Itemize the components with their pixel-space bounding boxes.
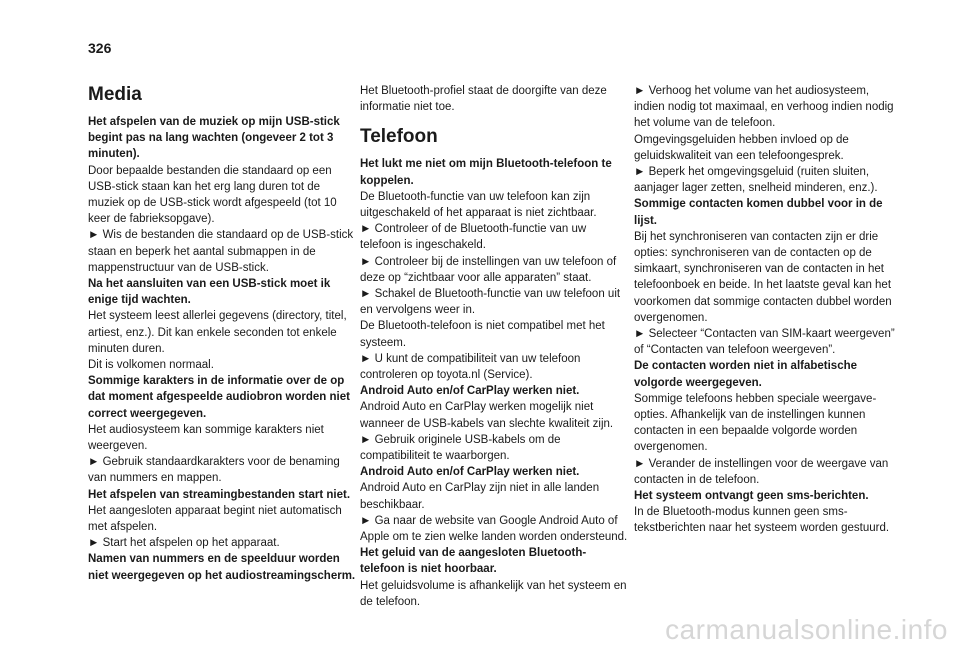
instruction-item: ► Schakel de Bluetooth-functie van uw telefoon uit en vervolgens weer in.	[360, 288, 621, 317]
instruction-item: ► Selecteer “Contacten van SIM-kaart weergeven” of “Contacten van telefoon weergeven”.	[634, 328, 895, 357]
question-heading: Namen van nummers en de speelduur worden niet weergegeven op het audiostreamingscherm.	[88, 553, 356, 582]
paragraph: Het aangesloten apparaat begint niet automatisch met afspelen.	[88, 504, 342, 534]
instruction-item: ► Start het afspelen op het apparaat.	[88, 537, 280, 550]
question-heading: Android Auto en/of CarPlay werken niet.	[360, 385, 580, 398]
instruction-item: ► Gebruik standaardkarakters voor de benaming van nummers en mappen.	[88, 456, 340, 485]
question-heading: Het geluid van de aangesloten Bluetooth-telefoon is niet hoorbaar.	[360, 547, 587, 576]
paragraph: Android Auto en CarPlay zijn niet in alle landen beschikbaar.	[360, 482, 600, 511]
instruction-item: ► Gebruik originele USB-kabels om de compatibiliteit te waarborgen.	[360, 433, 561, 463]
paragraph: De Bluetooth-functie van uw telefoon kan zijn uitgeschakeld of het apparaat is niet zichtbaar.	[360, 190, 597, 220]
question-heading: De contacten worden niet in alfabetische volgorde weergegeven.	[634, 360, 858, 389]
instruction-item: ► Controleer bij de instellingen van uw telefoon of deze op “zichtbaar voor alle apparaten” staat.	[360, 255, 617, 284]
paragraph: Door bepaalde bestanden die standaard op een USB-stick staan kan het erg lang duren tot de muziek op de USB-stick wordt afgespeeld (tot 10 keer de fabrieksopgave).	[88, 164, 337, 226]
instruction-item: ► Wis de bestanden die standaard op de USB-stick staan en beperk het aantal submappen in de mappenstructuur van de USB-stick.	[88, 229, 354, 274]
question-heading: Sommige karakters in de informatie over de op dat moment afgespeelde audiobron worden niet correct weergegeven.	[88, 375, 350, 420]
instruction-item: ► Ga naar de website van Google Android Auto of Apple om te zien welke landen worden ondersteund.	[360, 514, 628, 544]
question-heading: Na het aansluiten van een USB-stick moet ik enige tijd wachten.	[88, 278, 331, 307]
question-heading: Sommige contacten komen dubbel voor in de lijst.	[634, 198, 883, 227]
paragraph: Het audiosysteem kan sommige karakters niet weergeven.	[88, 423, 324, 453]
paragraph: Bij het synchroniseren van contacten zijn er drie opties: synchroniseren van de contacten op de simkaart, synchroniseren van de contacten in het telefoonboek en beide. In het laatste geval kan het voorkomen dat sommige contacten dubbel worden overgenomen.	[634, 230, 892, 324]
question-heading: Het afspelen van de muziek op mijn USB-stick begint pas na lang wachten (ongeveer 2 tot 3 minuten).	[88, 116, 340, 161]
question-heading: Het systeem ontvangt geen sms-berichten.	[634, 490, 869, 503]
question-heading: Android Auto en/of CarPlay werken niet.	[360, 466, 580, 479]
paragraph: Het systeem leest allerlei gegevens (directory, titel, artiest, enz.). Dit kan enkele seconden tot enkele minuten duren.	[88, 310, 347, 355]
paragraph: In de Bluetooth-modus kunnen geen sms-tekstberichten naar het systeem worden gestuurd.	[634, 506, 890, 535]
section-title-telefoon: Telefoon	[360, 126, 438, 148]
section-title-media: Media	[88, 84, 142, 105]
instruction-item: ► Verander de instellingen voor de weergave van contacten in de telefoon.	[634, 457, 889, 486]
paragraph: Omgevingsgeluiden hebben invloed op de geluidskwaliteit van een telefoongesprek.	[634, 133, 849, 162]
paragraph: Sommige telefoons hebben speciale weergave-opties. Afhankelijk van de instellingen kunnen contacten in een bepaalde volgorde worden overgenomen.	[634, 392, 877, 454]
intro-paragraph: Het Bluetooth-profiel staat de doorgifte van deze informatie niet toe.	[360, 85, 607, 114]
paragraph: Android Auto en CarPlay werken mogelijk niet wanneer de USB-kabels van slechte kwaliteit zijn.	[360, 401, 614, 430]
column-telefoon-continued	[634, 83, 902, 537]
telefoon-content	[360, 156, 628, 610]
instruction-item: ► Verhoog het volume van het audiosysteem, indien nodig tot maximaal, en verhoog indien nodig het volume van de telefoon.	[634, 85, 894, 130]
watermark: carmanualsonline.info	[665, 614, 948, 645]
instruction-item: ► U kunt de compatibiliteit van uw telefoon controleren op toyota.nl (Service).	[360, 352, 581, 382]
page-number: 326	[88, 40, 112, 56]
instruction-item: ► Beperk het omgevingsgeluid (ruiten sluiten, aanjager lager zetten, snelheid minderen, enz.).	[634, 166, 878, 195]
column-media	[88, 83, 356, 584]
paragraph: Dit is volkomen normaal.	[88, 359, 214, 372]
media-content	[88, 114, 356, 584]
question-heading: Het lukt me niet om mijn Bluetooth-telefoon te koppelen.	[360, 158, 612, 187]
column-telefoon	[360, 83, 628, 610]
question-heading: Het afspelen van streamingbestanden start niet.	[88, 488, 351, 501]
instruction-item: ► Controleer of de Bluetooth-functie van uw telefoon is ingeschakeld.	[360, 223, 587, 252]
paragraph: De Bluetooth-telefoon is niet compatibel met het systeem.	[360, 320, 605, 349]
paragraph: Het geluidsvolume is afhankelijk van het systeem en de telefoon.	[360, 579, 627, 608]
